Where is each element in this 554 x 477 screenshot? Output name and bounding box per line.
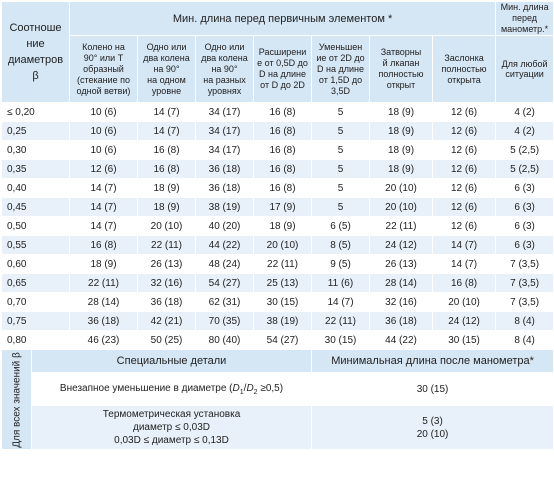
value-cell: 18 (9) <box>138 198 196 217</box>
value-cell: 10 (6) <box>70 141 138 160</box>
value-cell: 36 (18) <box>196 160 254 179</box>
data-rows <box>2 103 554 350</box>
value-cell: 34 (17) <box>196 141 254 160</box>
table-row <box>2 236 554 255</box>
value-cell: 14 (7) <box>70 179 138 198</box>
col-header-butterfly-valve <box>433 36 496 103</box>
value-cell: 34 (17) <box>196 122 254 141</box>
value-cell: 22 (11) <box>70 274 138 293</box>
value-cell: 6 (3) <box>496 217 554 236</box>
col-header-line: два колена <box>201 52 248 63</box>
value-cell: 48 (24) <box>196 255 254 274</box>
value-cell: 10 (6) <box>70 122 138 141</box>
value-cell: 30 (15) <box>254 293 312 312</box>
ratio-column-header <box>2 2 70 103</box>
value-cell: 12 (6) <box>433 198 496 217</box>
value-cell: 16 (8) <box>138 141 196 160</box>
value-cell: 12 (6) <box>433 103 496 122</box>
col-header-line: на 90° <box>153 63 180 74</box>
value-cell: 38 (19) <box>196 198 254 217</box>
value-cell: 38 (19) <box>254 312 312 331</box>
value-cell: 42 (21) <box>138 312 196 331</box>
value-cell: 20 (10) <box>370 179 433 198</box>
value-cell: 5 <box>312 103 370 122</box>
value-cell: 16 (8) <box>254 179 312 198</box>
value-cell: 14 (7) <box>433 236 496 255</box>
thermo-line: диаметр ≤ 0,03D <box>133 422 210 433</box>
ratio-cell: 0,35 <box>2 160 70 179</box>
value-cell: 26 (13) <box>138 255 196 274</box>
col-header-line: Колено на <box>82 41 125 52</box>
col-header-line: Заслонка <box>444 52 484 63</box>
value-cell: 18 (9) <box>370 103 433 122</box>
value-cell: 4 (2) <box>496 103 554 122</box>
right-header-line: манометр.* <box>500 24 549 34</box>
value-cell: 7 (3,5) <box>496 255 554 274</box>
value-cell: 14 (7) <box>138 103 196 122</box>
table-row <box>2 198 554 217</box>
value-cell: 12 (6) <box>433 217 496 236</box>
value-cell: 5 (2,5) <box>496 141 554 160</box>
value-cell: 12 (6) <box>433 179 496 198</box>
value-cell: 25 (13) <box>254 274 312 293</box>
value-cell: 14 (7) <box>138 122 196 141</box>
value-cell: 36 (18) <box>70 312 138 331</box>
value-cell: 46 (23) <box>70 331 138 350</box>
value-cell: 7 (3,5) <box>496 274 554 293</box>
ratio-header-line: диаметров <box>7 54 64 66</box>
col-header-line: Затворны <box>380 47 422 57</box>
d2-symbol: D <box>246 382 254 394</box>
value-cell: 18 (9) <box>370 122 433 141</box>
value-cell: 70 (35) <box>196 312 254 331</box>
value-cell: 12 (6) <box>433 122 496 141</box>
col-header-line: Одно или <box>204 41 245 52</box>
value-cell: 6 (5) <box>312 217 370 236</box>
col-header-line: полностью <box>441 63 487 74</box>
ratio-cell: ≤ 0,20 <box>2 103 70 122</box>
value-cell: 4 (2) <box>496 122 554 141</box>
col-header-any-situation: Для любой ситуации <box>496 36 554 103</box>
col-header-line: D на длине <box>317 63 364 74</box>
ratio-cell: 0,75 <box>2 312 70 331</box>
sudden-label-suffix: ≥0,5) <box>257 382 284 394</box>
sudden-reduction-label <box>32 373 312 406</box>
col-header-line: на 90° <box>211 63 238 74</box>
value-cell: 8 (5) <box>312 236 370 255</box>
value-cell: 44 (22) <box>196 236 254 255</box>
value-cell: 14 (7) <box>70 217 138 236</box>
table-row <box>2 179 554 198</box>
table-row <box>2 141 554 160</box>
table-row <box>2 122 554 141</box>
col-header-gate-valve <box>370 36 433 103</box>
col-header-line: от D до 2D <box>260 80 305 90</box>
value-cell: 22 (11) <box>370 217 433 236</box>
ratio-cell: 0,70 <box>2 293 70 312</box>
value-cell: 16 (8) <box>433 274 496 293</box>
value-cell: 12 (6) <box>433 141 496 160</box>
ratio-cell: 0,80 <box>2 331 70 350</box>
table-row <box>2 160 554 179</box>
ratio-cell: 0,50 <box>2 217 70 236</box>
value-cell: 10 (6) <box>70 103 138 122</box>
sudden-reduction-value: 30 (15) <box>312 373 554 406</box>
d2-subscript: 2 <box>253 388 258 396</box>
pipe-length-table <box>1 1 554 450</box>
thermometer-values <box>312 406 554 450</box>
value-cell: 30 (15) <box>312 331 370 350</box>
value-cell: 40 (20) <box>196 217 254 236</box>
value-cell: 6 (3) <box>496 236 554 255</box>
col-header-line: Уменьшен <box>318 41 363 52</box>
value-cell: 18 (9) <box>370 141 433 160</box>
sudden-label-text: Внезапное уменьшение в диаметре ( <box>59 382 233 394</box>
right-header-line: перед <box>512 13 538 23</box>
col-header-line: е от 0,5D до <box>257 58 308 68</box>
ratio-cell: 0,45 <box>2 198 70 217</box>
value-cell: 11 (6) <box>312 274 370 293</box>
value-cell: 54 (27) <box>254 331 312 350</box>
value-cell: 7 (3,5) <box>496 293 554 312</box>
col-header-elbow <box>70 36 138 103</box>
value-cell: 22 (11) <box>138 236 196 255</box>
value-cell: 14 (7) <box>312 293 370 312</box>
col-header-elbows-same-plane <box>138 36 196 103</box>
value-cell: 18 (9) <box>70 255 138 274</box>
col-header-line: 90° или Т <box>83 52 124 63</box>
value-cell: 36 (18) <box>370 312 433 331</box>
value-cell: 24 (12) <box>433 312 496 331</box>
ratio-header-line: β <box>32 70 39 82</box>
all-beta-side-label <box>2 350 32 450</box>
value-cell: 36 (18) <box>138 293 196 312</box>
value-cell: 17 (9) <box>254 198 312 217</box>
col-header-line: уровне <box>151 85 182 96</box>
value-cell: 18 (9) <box>254 217 312 236</box>
col-header-line: й лкапан <box>382 58 420 68</box>
slash-text: / <box>243 382 247 394</box>
value-cell: 16 (8) <box>254 103 312 122</box>
col-header-line: Расширени <box>258 47 307 57</box>
value-cell: 12 (6) <box>433 160 496 179</box>
value-cell: 80 (40) <box>196 331 254 350</box>
value-cell: 32 (16) <box>370 293 433 312</box>
ratio-cell: 0,55 <box>2 236 70 255</box>
value-cell: 6 (3) <box>496 179 554 198</box>
min-length-after-header: Минимальная длина после манометра* <box>312 350 554 373</box>
value-cell: 8 (4) <box>496 331 554 350</box>
col-header-line: образный <box>83 63 124 74</box>
value-cell: 6 (3) <box>496 198 554 217</box>
col-header-line: полностью <box>378 69 424 79</box>
value-cell: 26 (13) <box>370 255 433 274</box>
ratio-cell: 0,40 <box>2 179 70 198</box>
value-cell: 62 (31) <box>196 293 254 312</box>
value-cell: 5 (2,5) <box>496 160 554 179</box>
value-cell: 50 (25) <box>138 331 196 350</box>
value-cell: 20 (10) <box>254 236 312 255</box>
table-row <box>2 217 554 236</box>
table-row <box>2 331 554 350</box>
thermo-value: 20 (10) <box>416 428 449 440</box>
col-header-line: одной ветви) <box>76 85 131 96</box>
value-cell: 44 (22) <box>370 331 433 350</box>
value-cell: 16 (8) <box>254 122 312 141</box>
col-header-elbows-different-planes <box>196 36 254 103</box>
value-cell: 5 <box>312 141 370 160</box>
thermo-line: Термометрическая установка <box>102 409 241 420</box>
value-cell: 16 (8) <box>138 160 196 179</box>
ratio-cell: 0,30 <box>2 141 70 160</box>
ratio-cell: 0,60 <box>2 255 70 274</box>
value-cell: 5 <box>312 160 370 179</box>
col-header-line: на одном <box>147 74 186 85</box>
col-header-line: Одно или <box>146 41 187 52</box>
value-cell: 16 (8) <box>254 160 312 179</box>
value-cell: 5 <box>312 179 370 198</box>
right-header <box>496 2 554 36</box>
col-header-line: открыта <box>447 74 481 85</box>
value-cell: 34 (17) <box>196 103 254 122</box>
ratio-cell: 0,65 <box>2 274 70 293</box>
value-cell: 32 (16) <box>138 274 196 293</box>
value-cell: 14 (7) <box>433 255 496 274</box>
special-details-header: Специальные детали <box>32 350 312 373</box>
value-cell: 5 <box>312 198 370 217</box>
d1-subscript: 1 <box>239 388 244 396</box>
ratio-header-line: ние <box>26 38 45 50</box>
value-cell: 16 (8) <box>254 141 312 160</box>
col-header-line: открыт <box>386 80 416 90</box>
thermo-line: 0,03D ≤ диаметр ≤ 0,13D <box>114 435 229 446</box>
value-cell: 24 (12) <box>370 236 433 255</box>
value-cell: 12 (6) <box>70 160 138 179</box>
value-cell: 20 (10) <box>370 198 433 217</box>
ratio-header-line: Соотноше <box>9 22 62 34</box>
table-row <box>2 103 554 122</box>
col-header-line: на разных <box>203 74 246 85</box>
col-header-expansion <box>254 36 312 103</box>
right-header-line: Мин. длина <box>500 2 549 12</box>
value-cell: 54 (27) <box>196 274 254 293</box>
col-header-line: D на длине <box>259 69 306 79</box>
d1-symbol: D <box>232 382 240 394</box>
value-cell: 20 (10) <box>138 217 196 236</box>
value-cell: 8 (4) <box>496 312 554 331</box>
thermometer-label <box>32 406 312 450</box>
table-row <box>2 293 554 312</box>
col-header-line: два колена <box>143 52 190 63</box>
col-header-line: (стекание по <box>76 74 131 85</box>
value-cell: 36 (18) <box>196 179 254 198</box>
value-cell: 28 (14) <box>370 274 433 293</box>
main-header: Мин. длина перед первичным элементом * <box>70 2 496 36</box>
side-label-text: Для всех значений β <box>11 351 22 448</box>
col-header-reduction <box>312 36 370 103</box>
value-cell: 9 (5) <box>312 255 370 274</box>
value-cell: 16 (8) <box>70 236 138 255</box>
col-header-line: 3,5D <box>330 85 350 96</box>
ratio-cell: 0,25 <box>2 122 70 141</box>
value-cell: 30 (15) <box>433 331 496 350</box>
value-cell: 18 (9) <box>370 160 433 179</box>
thermo-value: 5 (3) <box>422 415 443 427</box>
col-header-line: уровнях <box>207 85 242 96</box>
value-cell: 14 (7) <box>70 198 138 217</box>
table-row <box>2 274 554 293</box>
table-row <box>2 312 554 331</box>
value-cell: 18 (9) <box>138 179 196 198</box>
table-row <box>2 255 554 274</box>
value-cell: 22 (11) <box>312 312 370 331</box>
value-cell: 5 <box>312 122 370 141</box>
value-cell: 28 (14) <box>70 293 138 312</box>
value-cell: 20 (10) <box>433 293 496 312</box>
col-header-line: ие от 2D до <box>316 52 365 63</box>
col-header-line: от 1,5D до <box>318 74 363 85</box>
value-cell: 22 (11) <box>254 255 312 274</box>
